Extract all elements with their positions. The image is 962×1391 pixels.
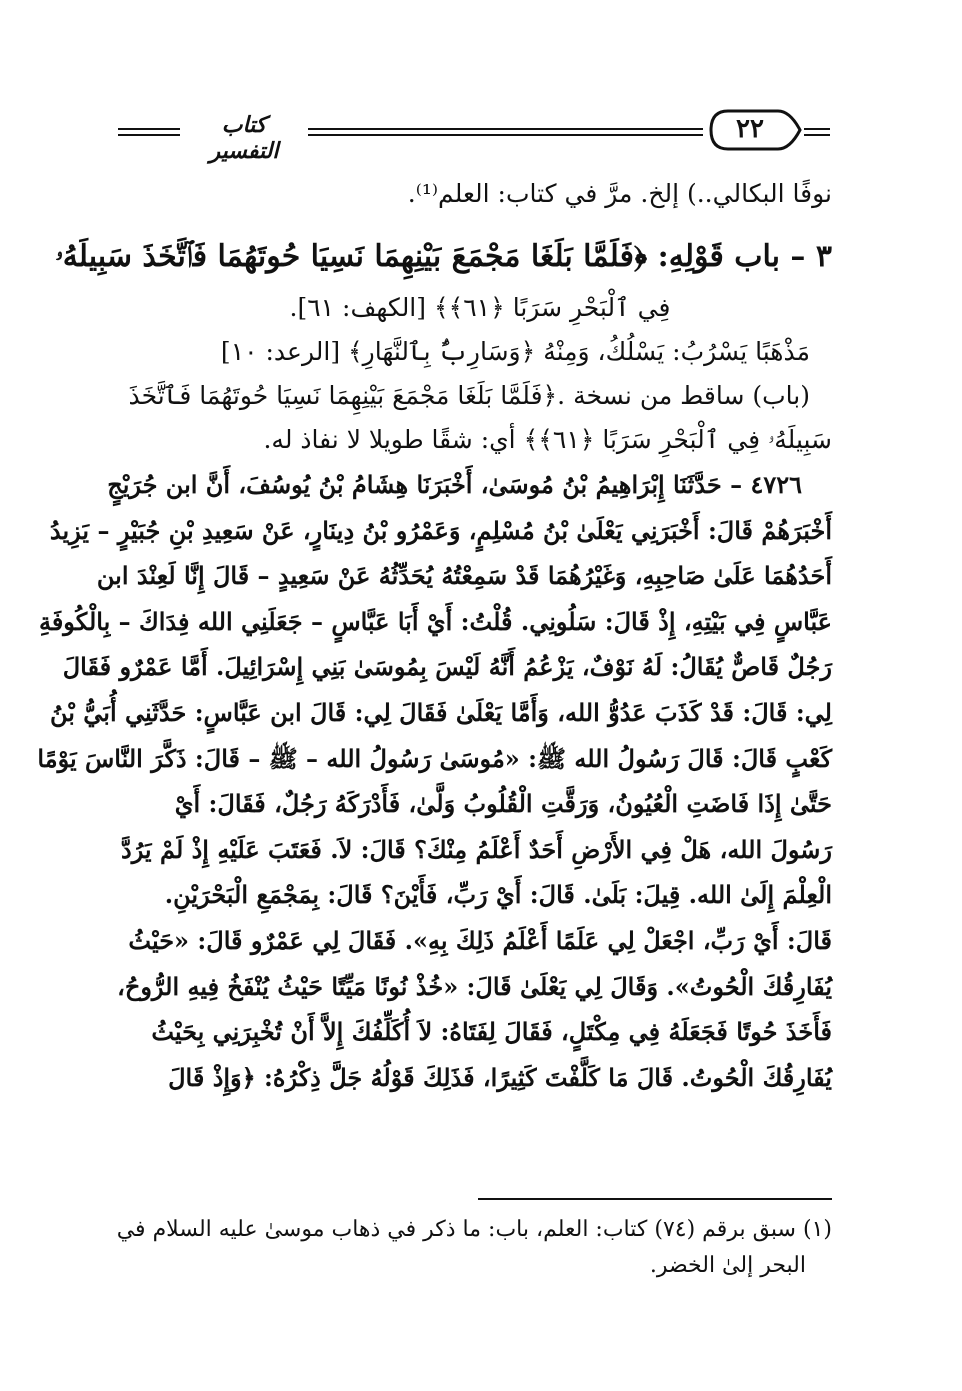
hadith-line: ٤٧٢٦ – حَدَّثَنَا إِبْرَاهِيمُ بْنُ مُوسَىٰ، أَخْبَرَنَا هِشَامُ بْنُ يُوسُفَ، أَنَّ ابن جُرَيْجٍ xyxy=(107,470,802,499)
header-rule xyxy=(804,128,830,130)
header-rule xyxy=(118,128,180,130)
page-body xyxy=(37,172,832,1100)
hadith-line: أَخْبَرَهُمْ قَالَ: أَخْبَرَنِي يَعْلَىٰ بْنُ مُسْلِمٍ، وَعَمْرُو بْنُ دِينَارٍ، عَنْ سَعِيدِ بْنِ جُبَيْرٍ – يَزِيدُ xyxy=(49,515,832,545)
footnote-divider xyxy=(478,1198,832,1200)
chapter-heading: ٣ – باب قَوْلِهِ: ﴿فَلَمَّا بَلَغَا مَجْمَعَ بَيْنِهِمَا نَسِيَا حُوتَهُمَا فَٱتَّخَذَ سَبِيلَهُۥ xyxy=(55,239,832,274)
hadith-line: عَبَّاسٍ فِي بَيْتِهِ، إِذْ قَالَ: سَلُونِي. قُلْتُ: أَيْ أَبَا عَبَّاسٍ – جَعَلَنِي الله فِدَاكَ – بِالْكُوفَةِ xyxy=(38,606,832,636)
header-rule xyxy=(308,134,703,136)
footnote-line: (١) سبق برقم (٧٤) كتاب: العلم، باب: ما ذكر في ذهاب موسىٰ عليه السلام في xyxy=(116,1217,832,1242)
hadith-line: رَسُولَ الله، هَلْ فِي الأَرْضِ أَحَدٌ أَعْلَمُ مِنْكَ؟ قَالَ: لاَ. فَعَتَبَ عَلَيْهِ إِذْ لَمْ يَرُدَّ xyxy=(121,834,832,864)
header-rule xyxy=(308,128,703,130)
hadith-line: قَالَ: أَيْ رَبِّ، اجْعَلْ لِي عَلَمًا أَعْلَمُ ذَلِكَ بِهِ». فَقَالَ لِي عَمْرٌو قَالَ: «حَيْثُ xyxy=(128,925,832,955)
hadith-line: أَحَدُهُمَا عَلَىٰ صَاحِبِهِ، وَغَيْرُهُمَا قَدْ سَمِعْتُهُ يُحَدِّثُهُ عَنْ سَعِيدٍ – قَالَ إِنَّا لَعِنْدَ ابن xyxy=(96,561,832,591)
text-line: (باب) ساقط من نسخة .﴿فَلَمَّا بَلَغَا مَجْمَعَ بَيْنِهِمَا نَسِيَا حُوتَهُمَا فَٱتَّخَذَ xyxy=(128,381,810,410)
hadith-line: كَعْبٍ قَالَ: قَالَ رَسُولُ الله ﷺ: «مُوسَىٰ رَسُولُ الله – ﷺ – قَالَ: ذَكَّرَ النَّاسَ يَوْمًا xyxy=(37,743,832,773)
footnotes xyxy=(110,1212,832,1284)
text-line: سَبِيلَهُۥ فِي ٱلْبَحْرِ سَرَبًا ﴿٦١﴾﴾ أي: شقًا طويلا لا نفاذ له. xyxy=(263,425,832,454)
hadith-line: الْعِلْمَ إِلَىٰ الله. قِيلَ: بَلَىٰ. قَالَ: أَيْ رَبِّ، فَأَيْنَ؟ قَالَ: بِمَجْمَعِ الْبَحْرَيْنِ. xyxy=(164,880,832,910)
hadith-line: فَأَخَذَ حُوتًا فَجَعَلَهُ فِي مِكْتَلٍ، فَقَالَ لِفَتَاهُ: لاَ أُكَلِّفُكَ إِلاَّ أَنْ تُخْبِرَنِي بِحَيْثُ xyxy=(151,1017,832,1047)
header-rule xyxy=(118,134,180,136)
hadith-line: يُفَارِقُكَ الْحُوتُ. قَالَ مَا كَلَّفْتَ كَثِيرًا، فَذَلِكَ قَوْلُهُ جَلَّ ذِكْرُهُ: ﴿وَإِذْ قَالَ xyxy=(168,1062,832,1092)
page-number-badge xyxy=(708,108,802,152)
hadith-line: يُفَارِقُكَ الْحُوتُ». وَقَالَ لِي يَعْلَىٰ قَالَ: «خُذْ نُونًا مَيِّتًا حَيْثُ يُنْفَخُ فِيهِ الرُّوحُ، xyxy=(117,971,832,1001)
hadith-line: حَتَّىٰ إِذَا فَاضَتِ الْعُيُونُ، وَرَقَّتِ الْقُلُوبُ وَلَّىٰ، فَأَدْرَكَهُ رَجُلٌ، فَقَالَ: أَيْ xyxy=(174,789,832,819)
page-number: ٢٢ xyxy=(736,114,764,144)
hadith-line: لِي: قَالَ: قَدْ كَذَبَ عَدُوُّ الله، وَأَمَّا يَعْلَىٰ فَقَالَ لِي: قَالَ ابن عَبَّاسٍ: حَدَّثَنِي أُبَيُّ بْنُ xyxy=(49,697,832,727)
text-line: مَذْهَبًا يَسْرُبُ: يَسْلُكُ، وَمِنْهُ ﴿وَسَارِبٌۢ بِٱلنَّهَارِ﴾ [الرعد: ١٠] xyxy=(220,337,810,366)
hadith-line: رَجُلٌ قَاصٌّ يُقَالُ: لَهُ نَوْفٌ، يَزْعُمُ أَنَّهُ لَيْسَ بِمُوسَىٰ بَنِي إِسْرَائِيلَ. أَمَّا عَمْرٌو فَقَالَ xyxy=(62,652,832,682)
book-title: كتاب التفسير xyxy=(209,112,279,164)
header-rule xyxy=(804,134,830,136)
footnote-line: البحر إلىٰ الخضر. xyxy=(649,1253,806,1278)
chapter-heading-cont: فِي ٱلْبَحْرِ سَرَبًا ﴿٦١﴾﴾ [الكهف: ٦١]. xyxy=(289,293,671,322)
text-line: نوفًا البكالي..) إلخ. مرَّ في كتاب: العلم⁽¹⁾. xyxy=(407,179,832,208)
page-header xyxy=(118,108,830,164)
